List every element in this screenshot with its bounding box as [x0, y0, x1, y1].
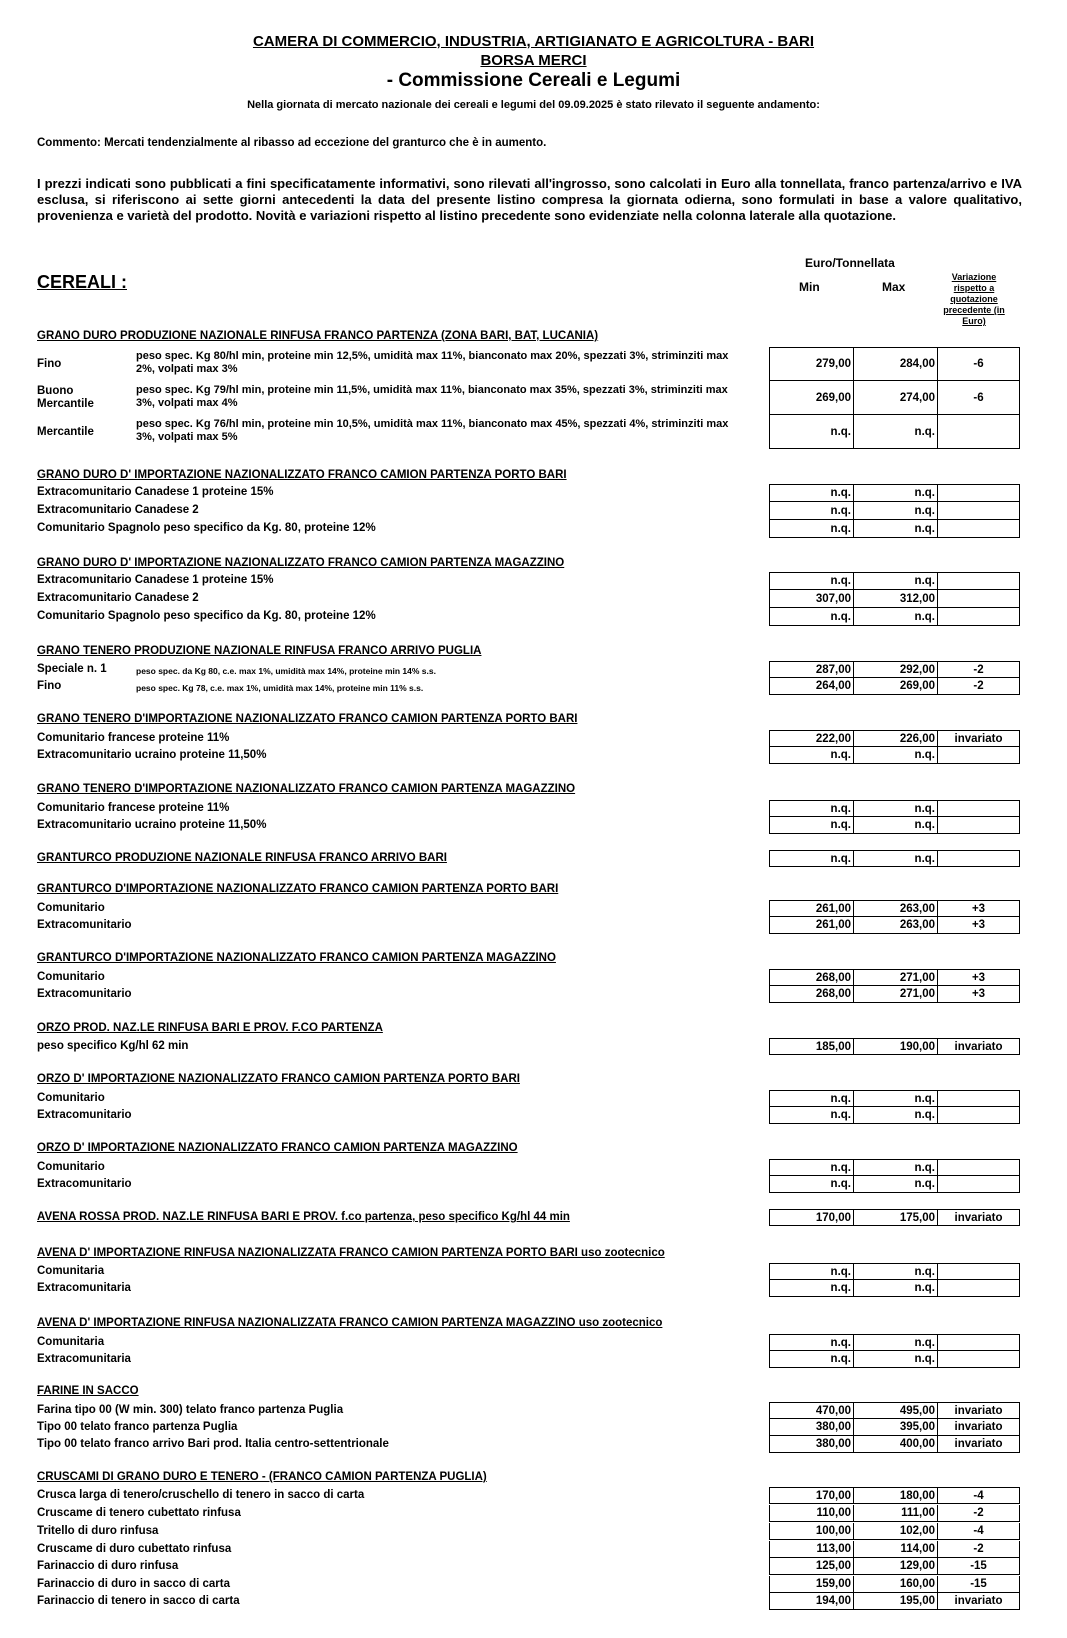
row-description: peso spec. Kg 79/hl min, proteine min 11,5%, umidità max 11%, bianconato max 35%, spezzati 3%, striminziti max 3%, volpati max 4% [136, 384, 728, 409]
intro-paragraph: I prezzi indicati sono pubblicati a fini specificatamente informativi, sono rilevati all'ingrosso, sono calcolati in Euro alla tonnellata, franco partenza/arrivo e IVA esclusa, si riferiscono ai sette giorni antecedenti la data del presente listino compresa la giornata odierna, sono formulati in base a valore qualitativo, provenienza e varietà del prodotto. Novità e variazioni rispetto al listino precedente sono evidenziate nella colonna laterale alla quotazione. [37, 176, 1022, 223]
section-title: FARINE IN SACCO [37, 1385, 139, 1397]
row-label: Extracomunitaria [37, 1353, 131, 1365]
price-min: 268,00 [770, 970, 854, 985]
row-label: Farina tipo 00 (W min. 300) telato franco partenza Puglia [37, 1404, 344, 1416]
price-max: n.q. [854, 520, 938, 537]
row-label: Fino [37, 357, 62, 370]
header-chamber: CAMERA DI COMMERCIO, INDUSTRIA, ARTIGIANATO E AGRICOLTURA - BARI [252, 33, 815, 50]
row-label: Extracomunitario [37, 988, 132, 1000]
row-label: Comunitario [37, 1161, 105, 1173]
section-title: GRANTURCO D'IMPORTAZIONE NAZIONALIZZATO FRANCO CAMION PARTENZA PORTO BARI [37, 883, 559, 895]
price-row [769, 520, 1020, 538]
price-variation: -4 [973, 1525, 984, 1537]
price-variation [938, 801, 1019, 816]
row-label: Comunitario Spagnolo peso specifico da Kg. 80, proteine 12% [37, 610, 376, 622]
price-variation: -2 [973, 1507, 984, 1519]
price-max: 284,00 [854, 348, 938, 380]
price-variation: +3 [971, 902, 986, 915]
price-variation [938, 1280, 1019, 1296]
price-variation: +3 [971, 988, 986, 1000]
price-max: n.q. [854, 1335, 938, 1350]
price-max: 271,00 [854, 986, 938, 1002]
price-variation [938, 485, 1019, 501]
price-row [769, 381, 1020, 415]
row-label: Speciale n. 1 [37, 663, 107, 675]
row-label: Extracomunitario Canadese 2 [37, 592, 199, 604]
section-title: ORZO D' IMPORTAZIONE NAZIONALIZZATO FRANCO CAMION PARTENZA PORTO BARI [37, 1073, 520, 1085]
price-min: n.q. [770, 1160, 854, 1175]
header-market-date: Nella giornata di mercato nazionale dei cereali e legumi del 09.09.2025 è stato rilevato il seguente andamento: [247, 99, 820, 111]
price-variation [938, 608, 1019, 625]
price-max: n.q. [854, 1351, 938, 1367]
price-row [769, 502, 1020, 520]
price-row [769, 917, 1020, 934]
price-min: 261,00 [770, 917, 854, 933]
price-variation: -2 [973, 680, 984, 692]
section-title: ORZO D' IMPORTAZIONE NAZIONALIZZATO FRANCO CAMION PARTENZA MAGAZZINO [37, 1142, 518, 1154]
price-max: 269,00 [854, 678, 938, 694]
section-title: AVENA ROSSA PROD. NAZ.LE RINFUSA BARI E PROV. f.co partenza, peso specifico Kg/hl 44 min [37, 1211, 570, 1223]
price-variation: invariato [954, 1404, 1003, 1417]
row-label: Buono Mercantile [37, 385, 94, 410]
row-description: peso spec. Kg 80/hl min, proteine min 12,5%, umidità max 11%, bianconato max 20%, spezzati 3%, striminziti max 2%, volpati max 3% [136, 350, 729, 375]
price-variation [938, 1176, 1019, 1192]
price-min: n.q. [770, 1107, 854, 1123]
price-variation: +3 [971, 971, 986, 984]
row-label: Extracomunitario [37, 1178, 132, 1190]
price-variation [938, 573, 1019, 589]
price-min: 170,00 [770, 1210, 854, 1225]
min-header: Min [799, 280, 820, 294]
price-row [769, 678, 1020, 695]
price-max: n.q. [854, 801, 938, 816]
row-label: Extracomunitario [37, 919, 132, 931]
price-row [769, 1419, 1020, 1436]
row-label: Comunitario francese proteine 11% [37, 802, 230, 814]
price-variation: -4 [973, 1489, 984, 1502]
price-min: 125,00 [770, 1558, 854, 1574]
price-row [769, 986, 1020, 1003]
price-row [769, 1263, 1020, 1280]
price-variation [938, 520, 1019, 537]
price-max: 274,00 [854, 381, 938, 414]
section-title: GRANO DURO PRODUZIONE NAZIONALE RINFUSA FRANCO PARTENZA (ZONA BARI, BAT, LUCANIA) [37, 330, 599, 342]
price-max: n.q. [854, 1176, 938, 1192]
row-description: peso spec. da Kg 80, c.e. max 1%, umidità max 14%, proteine min 14% s.s. [136, 666, 436, 676]
price-min: 264,00 [770, 678, 854, 694]
price-min: 380,00 [770, 1436, 854, 1452]
price-min: n.q. [770, 1335, 854, 1350]
row-description: peso spec. Kg 78, c.e. max 1%, umidità max 14%, proteine min 11% s.s. [136, 683, 424, 693]
row-label: Mercantile [37, 425, 94, 438]
price-max: n.q. [854, 1264, 938, 1279]
price-variation [938, 1091, 1019, 1106]
price-variation: -15 [970, 1578, 987, 1590]
price-row [769, 850, 1020, 867]
price-row [769, 590, 1020, 608]
price-min: 279,00 [770, 348, 854, 380]
price-row [769, 1541, 1020, 1558]
price-min: 100,00 [770, 1523, 854, 1539]
price-max: 395,00 [854, 1419, 938, 1435]
price-max: n.q. [854, 573, 938, 589]
price-max: n.q. [854, 1091, 938, 1106]
price-max: 495,00 [854, 1403, 938, 1418]
price-variation: invariato [954, 1421, 1003, 1433]
price-min: n.q. [770, 485, 854, 501]
price-min: 113,00 [770, 1541, 854, 1557]
price-min: n.q. [770, 1176, 854, 1192]
price-row [769, 1090, 1020, 1107]
price-row [769, 572, 1020, 590]
price-variation: -6 [973, 358, 984, 370]
section-title: GRANTURCO PRODUZIONE NAZIONALE RINFUSA FRANCO ARRIVO BARI [37, 852, 447, 864]
section-title: GRANO DURO D' IMPORTAZIONE NAZIONALIZZATO FRANCO CAMION PARTENZA MAGAZZINO [37, 557, 565, 569]
section-title: AVENA D' IMPORTAZIONE RINFUSA NAZIONALIZZATA FRANCO CAMION PARTENZA MAGAZZINO uso zootecnico [37, 1317, 663, 1329]
price-row [769, 1334, 1020, 1351]
price-variation: invariato [954, 1595, 1003, 1607]
price-min: 110,00 [770, 1505, 854, 1521]
row-label: Comunitaria [37, 1336, 105, 1348]
row-label: Comunitario [37, 902, 105, 914]
price-min: 185,00 [770, 1039, 854, 1054]
price-min: n.q. [770, 608, 854, 625]
price-variation: -2 [973, 1543, 984, 1555]
price-max: 400,00 [854, 1436, 938, 1452]
price-min: 170,00 [770, 1488, 854, 1503]
price-min: 287,00 [770, 662, 854, 677]
header-borsa-merci: BORSA MERCI [480, 52, 587, 69]
price-row [769, 817, 1020, 834]
price-max: 129,00 [854, 1558, 938, 1574]
price-max: 102,00 [854, 1523, 938, 1539]
section-title: AVENA D' IMPORTAZIONE RINFUSA NAZIONALIZZATA FRANCO CAMION PARTENZA PORTO BARI uso zootecnico [37, 1247, 665, 1259]
price-row [769, 1351, 1020, 1368]
price-variation [938, 1264, 1019, 1279]
price-max: 263,00 [854, 917, 938, 933]
price-min: 269,00 [770, 381, 854, 414]
price-max: n.q. [854, 502, 938, 519]
price-min: n.q. [770, 502, 854, 519]
price-min: n.q. [770, 1351, 854, 1367]
section-title: GRANO TENERO D'IMPORTAZIONE NAZIONALIZZATO FRANCO CAMION PARTENZA MAGAZZINO [37, 783, 576, 795]
price-variation [938, 1107, 1019, 1123]
price-variation [938, 1335, 1019, 1350]
row-label: Farinaccio di duro in sacco di carta [37, 1578, 231, 1590]
row-label: Fino [37, 680, 62, 692]
unit-header: Euro/Tonnellata [805, 256, 895, 270]
price-variation [938, 1351, 1019, 1367]
price-max: 292,00 [854, 662, 938, 677]
price-row [769, 1038, 1020, 1055]
section-title: GRANO TENERO D'IMPORTAZIONE NAZIONALIZZATO FRANCO CAMION PARTENZA PORTO BARI [37, 713, 578, 725]
price-max: 312,00 [854, 590, 938, 607]
price-row [769, 347, 1020, 381]
max-header: Max [882, 280, 906, 294]
row-label: Farinaccio di tenero in sacco di carta [37, 1595, 240, 1607]
price-max: n.q. [854, 415, 938, 448]
price-variation: -2 [973, 663, 984, 676]
price-row [769, 1402, 1020, 1419]
price-min: 470,00 [770, 1403, 854, 1418]
row-label: Comunitario [37, 1092, 105, 1104]
row-label: Extracomunitario Canadese 2 [37, 504, 199, 516]
variation-header: Variazione rispetto a quotazione precedente (in Euro) [943, 272, 1005, 326]
price-max: 271,00 [854, 970, 938, 985]
section-title: GRANO TENERO PRODUZIONE NAZIONALE RINFUSA FRANCO ARRIVO PUGLIA [37, 645, 482, 657]
row-label: Tipo 00 telato franco partenza Puglia [37, 1421, 238, 1433]
price-variation [938, 1160, 1019, 1175]
price-max: 175,00 [854, 1210, 938, 1225]
row-label: Comunitario Spagnolo peso specifico da Kg. 80, proteine 12% [37, 522, 376, 534]
row-label: Comunitaria [37, 1265, 105, 1277]
price-min: n.q. [770, 573, 854, 589]
row-label: Cruscame di duro cubettato rinfusa [37, 1543, 232, 1555]
price-max: 114,00 [854, 1541, 938, 1557]
price-min: n.q. [770, 851, 854, 866]
price-row [769, 1593, 1020, 1610]
row-label: Extracomunitaria [37, 1282, 131, 1294]
row-label: Extracomunitario ucraino proteine 11,50% [37, 819, 267, 831]
price-min: 194,00 [770, 1593, 854, 1609]
price-variation [938, 590, 1019, 607]
price-variation [938, 851, 1019, 866]
price-row [769, 1176, 1020, 1193]
price-min: n.q. [770, 1091, 854, 1106]
price-max: n.q. [854, 851, 938, 866]
price-row [769, 484, 1020, 502]
row-label: Farinaccio di duro rinfusa [37, 1560, 179, 1572]
price-row [769, 1558, 1020, 1575]
price-row [769, 1209, 1020, 1226]
price-max: n.q. [854, 485, 938, 501]
row-label: Crusca larga di tenero/cruschello di tenero in sacco di carta [37, 1489, 365, 1501]
price-row [769, 1505, 1020, 1522]
price-min: 222,00 [770, 731, 854, 746]
row-label: Comunitario francese proteine 11% [37, 732, 230, 744]
row-label: Extracomunitario Canadese 1 proteine 15% [37, 574, 274, 586]
section-title: GRANTURCO D'IMPORTAZIONE NAZIONALIZZATO FRANCO CAMION PARTENZA MAGAZZINO [37, 952, 556, 964]
price-max: 195,00 [854, 1593, 938, 1609]
price-min: 268,00 [770, 986, 854, 1002]
price-row [769, 747, 1020, 764]
price-variation [938, 415, 1019, 448]
price-row [769, 1487, 1020, 1504]
price-min: 380,00 [770, 1419, 854, 1435]
price-row [769, 608, 1020, 626]
price-max: 111,00 [854, 1505, 938, 1521]
row-label: Tritello di duro rinfusa [37, 1525, 159, 1537]
price-max: n.q. [854, 1160, 938, 1175]
price-variation: -6 [973, 391, 984, 404]
price-min: 159,00 [770, 1576, 854, 1592]
price-row [769, 1523, 1020, 1540]
price-max: 180,00 [854, 1488, 938, 1503]
price-max: n.q. [854, 1280, 938, 1296]
row-label: Tipo 00 telato franco arrivo Bari prod. Italia centro-settentrionale [37, 1438, 389, 1450]
header-commission: - Commissione Cereali e Legumi [386, 70, 681, 91]
price-min: n.q. [770, 801, 854, 816]
price-max: 263,00 [854, 901, 938, 916]
row-description: peso spec. Kg 76/hl min, proteine min 10,5%, umidità max 11%, bianconato max 45%, spezzati 4%, striminziti max 3%, volpati max 5% [136, 418, 729, 443]
price-row [769, 969, 1020, 986]
price-row [769, 1107, 1020, 1124]
price-row [769, 1436, 1020, 1453]
price-row [769, 661, 1020, 678]
row-label: Extracomunitario Canadese 1 proteine 15% [37, 486, 274, 498]
price-variation: invariato [954, 732, 1003, 745]
section-title: GRANO DURO D' IMPORTAZIONE NAZIONALIZZATO FRANCO CAMION PARTENZA PORTO BARI [37, 469, 567, 481]
price-variation [938, 502, 1019, 519]
price-variation: -15 [970, 1560, 987, 1572]
price-max: n.q. [854, 817, 938, 833]
price-variation: invariato [954, 1040, 1003, 1053]
section-title: ORZO PROD. NAZ.LE RINFUSA BARI E PROV. F.CO PARTENZA [37, 1022, 383, 1034]
price-row [769, 1280, 1020, 1297]
price-variation: invariato [954, 1211, 1003, 1224]
row-label: Comunitario [37, 971, 105, 983]
price-min: 261,00 [770, 901, 854, 916]
row-label: Extracomunitario [37, 1109, 132, 1121]
row-label: Extracomunitario ucraino proteine 11,50% [37, 749, 267, 761]
price-min: 307,00 [770, 590, 854, 607]
section-title: CRUSCAMI DI GRANO DURO E TENERO - (FRANCO CAMION PARTENZA PUGLIA) [37, 1471, 487, 1483]
price-min: n.q. [770, 1280, 854, 1296]
price-max: n.q. [854, 608, 938, 625]
price-min: n.q. [770, 520, 854, 537]
cereali-title: CEREALI : [37, 272, 127, 292]
price-variation: invariato [954, 1438, 1003, 1450]
price-min: n.q. [770, 415, 854, 448]
row-label: Cruscame di tenero cubettato rinfusa [37, 1507, 241, 1519]
price-row [769, 800, 1020, 817]
price-max: 160,00 [854, 1576, 938, 1592]
price-row [769, 900, 1020, 917]
price-row [769, 415, 1020, 449]
market-comment: Commento: Mercati tendenzialmente al ribasso ad eccezione del granturco che è in aumento. [37, 137, 547, 149]
price-max: n.q. [854, 1107, 938, 1123]
price-variation: +3 [971, 919, 986, 931]
price-row [769, 730, 1020, 747]
price-max: n.q. [854, 747, 938, 763]
price-min: n.q. [770, 817, 854, 833]
row-label: peso specifico Kg/hl 62 min [37, 1040, 189, 1052]
price-row [769, 1159, 1020, 1176]
price-min: n.q. [770, 747, 854, 763]
price-max: 190,00 [854, 1039, 938, 1054]
price-min: n.q. [770, 1264, 854, 1279]
price-variation [938, 817, 1019, 833]
price-max: 226,00 [854, 731, 938, 746]
price-variation [938, 747, 1019, 763]
price-row [769, 1576, 1020, 1593]
